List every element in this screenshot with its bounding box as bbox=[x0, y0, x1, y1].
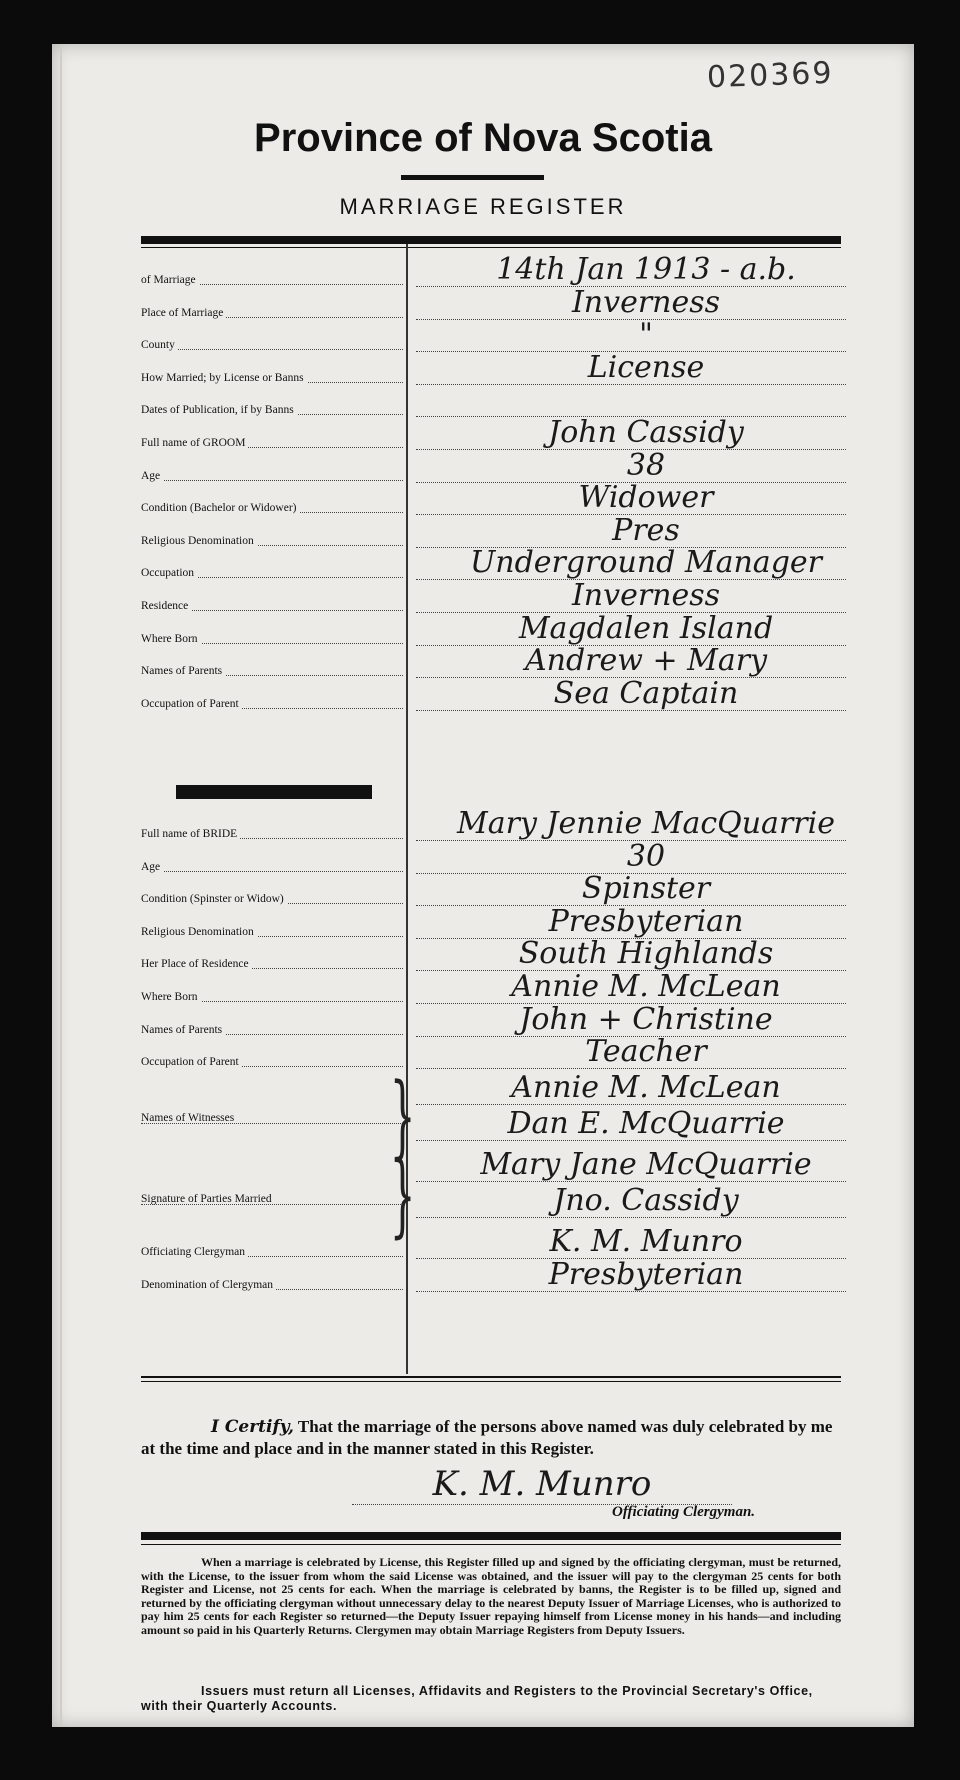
header-rule bbox=[141, 236, 841, 244]
witness-2-value: Dan E. McQuarrie bbox=[507, 1106, 785, 1141]
groom-occupation-of-parent-row bbox=[141, 675, 881, 722]
bride-full-name-of-bride-label: Full name of BRIDE bbox=[141, 828, 406, 840]
groom-how-married-by-license-or-banns-row bbox=[141, 349, 881, 396]
register-page bbox=[52, 44, 914, 1727]
groom-place-of-marriage-label: Place of Marriage bbox=[141, 307, 406, 319]
witnesses-brace: } bbox=[389, 1064, 416, 1169]
bride-condition-spinster-or-widow-label: Condition (Spinster or Widow) bbox=[141, 893, 406, 905]
groom-occupation-of-parent-value: Sea Captain bbox=[553, 675, 739, 711]
bride-age-value: 30 bbox=[626, 838, 666, 874]
clergyman-title: Officiating Clergyman. bbox=[612, 1504, 756, 1520]
clergy-denomination-of-clergyman-label: Denomination of Clergyman bbox=[141, 1279, 406, 1291]
bride-where-born-value: Annie M. McLean bbox=[511, 969, 781, 1004]
bride-names-of-parents-label: Names of Parents bbox=[141, 1024, 406, 1036]
groom-how-married-by-license-or-banns-value: License bbox=[587, 349, 705, 385]
certification-text bbox=[141, 1416, 841, 1459]
bride-her-place-of-residence-label: Her Place of Residence bbox=[141, 958, 406, 970]
header-rule-thin bbox=[141, 247, 841, 248]
notice-rule bbox=[141, 1532, 841, 1540]
signature-label: Signature of Parties Married bbox=[141, 1193, 406, 1205]
groom-residence-label: Residence bbox=[141, 600, 406, 612]
groom-occupation-label: Occupation bbox=[141, 567, 406, 579]
bride-full-name-of-bride-value: Mary Jennie MacQuarrie bbox=[457, 806, 835, 841]
clergy-officiating-clergyman-value: K. M. Munro bbox=[549, 1224, 743, 1259]
section-rule bbox=[141, 1376, 841, 1378]
section-separator-bar bbox=[176, 785, 372, 799]
groom-how-married-by-license-or-banns-label: How Married; by License or Banns bbox=[141, 372, 406, 384]
groom-condition-bachelor-or-widower-value: Widower bbox=[578, 480, 714, 516]
bride-religious-denomination-value: Presbyterian bbox=[548, 903, 744, 939]
witnesses-dots bbox=[141, 1123, 403, 1124]
groom-age-label: Age bbox=[141, 470, 406, 482]
groom-county-value: " bbox=[639, 317, 653, 353]
groom-residence-value: Inverness bbox=[571, 578, 721, 613]
groom-occupation-of-parent-label: Occupation of Parent bbox=[141, 698, 406, 710]
clergy-denomination-of-clergyman-row bbox=[141, 1256, 881, 1303]
groom-where-born-label: Where Born bbox=[141, 633, 406, 645]
certify-body: That the marriage of the persons above named was duly celebrated by me at the time and place and in the manner stated in this Register. bbox=[141, 1417, 833, 1458]
signature-brace: } bbox=[389, 1143, 416, 1248]
notice-rule-thin bbox=[141, 1544, 841, 1545]
witness-1-value: Annie M. McLean bbox=[511, 1070, 781, 1105]
bride-her-place-of-residence-value: South Highlands bbox=[518, 936, 774, 972]
certify-lead: I Certify, bbox=[211, 1417, 294, 1437]
signature-dots bbox=[141, 1204, 403, 1205]
groom-religious-denomination-value: Pres bbox=[612, 512, 680, 548]
groom-names-of-parents-value: Andrew + Mary bbox=[524, 643, 768, 679]
bride-age-label: Age bbox=[141, 861, 406, 873]
groom-names-of-parents-label: Names of Parents bbox=[141, 665, 406, 677]
groom-religious-denomination-label: Religious Denomination bbox=[141, 535, 406, 547]
bride-names-of-parents-value: John + Christine bbox=[519, 1001, 773, 1037]
clergy-officiating-clergyman-label: Officiating Clergyman bbox=[141, 1246, 406, 1258]
issuers-notice: Issuers must return all Licenses, Affidavits and Registers to the Provincial Secretary's Office, with their Quarterly Accounts. bbox=[141, 1684, 813, 1713]
bride-where-born-label: Where Born bbox=[141, 991, 406, 1003]
groom-occupation-value: Underground Manager bbox=[469, 545, 822, 581]
groom-place-of-marriage-value: Inverness bbox=[571, 284, 721, 320]
groom-where-born-value: Magdalen Island bbox=[518, 610, 774, 646]
clergyman-signature: K. M. Munro bbox=[432, 1464, 652, 1504]
groom-of-marriage-label: of Marriage bbox=[141, 274, 406, 286]
groom-full-name-of-groom-value: John Cassidy bbox=[548, 415, 744, 450]
clergy-denomination-of-clergyman-value: Presbyterian bbox=[548, 1256, 744, 1292]
signature-1-value: Mary Jane McQuarrie bbox=[480, 1147, 812, 1182]
groom-full-name-of-groom-label: Full name of GROOM bbox=[141, 437, 406, 449]
bride-religious-denomination-label: Religious Denomination bbox=[141, 926, 406, 938]
notice-paragraph: When a marriage is celebrated by License, this Register filled up and signed by the officiating clergyman, must be returned, with the License, to the issuer from whom the said License was obtained, and the issuer will pay to the clergyman 25 cents for both Register and License, not 25 cents for each. When the marriage is celebrated by banns, the Register is to be filled up, signed and returned by the officiating clergyman without unnecessary delay to the nearest Deputy Issuer of Marriage Licenses, who is authorized to pay him 25 cents for each Register so returned—the Deputy Issuer repaying himself from License money in his hands—and including amount so paid in his Quarterly Returns. Clergymen may obtain Marriage Registers from Deputy Issuers. bbox=[141, 1555, 841, 1637]
bride-occupation-of-parent-value: Teacher bbox=[585, 1034, 707, 1070]
bride-condition-spinster-or-widow-value: Spinster bbox=[581, 871, 711, 907]
groom-county-label: County bbox=[141, 339, 406, 351]
title-divider bbox=[401, 175, 544, 180]
section-rule-thin bbox=[141, 1381, 841, 1382]
bride-occupation-of-parent-label: Occupation of Parent bbox=[141, 1056, 406, 1068]
signature-2-value: Jno. Cassidy bbox=[553, 1183, 739, 1218]
witnesses-label: Names of Witnesses bbox=[141, 1112, 406, 1124]
page-subtitle: MARRIAGE REGISTER bbox=[339, 194, 627, 219]
reference-number: 020369 bbox=[706, 55, 835, 96]
groom-condition-bachelor-or-widower-label: Condition (Bachelor or Widower) bbox=[141, 502, 406, 514]
page-title: Province of Nova Scotia bbox=[254, 116, 712, 160]
groom-of-marriage-value: 14th Jan 1913 - a.b. bbox=[496, 252, 796, 287]
groom-age-value: 38 bbox=[626, 447, 666, 483]
groom-dates-of-publication-if-by-banns-label: Dates of Publication, if by Banns bbox=[141, 404, 406, 416]
